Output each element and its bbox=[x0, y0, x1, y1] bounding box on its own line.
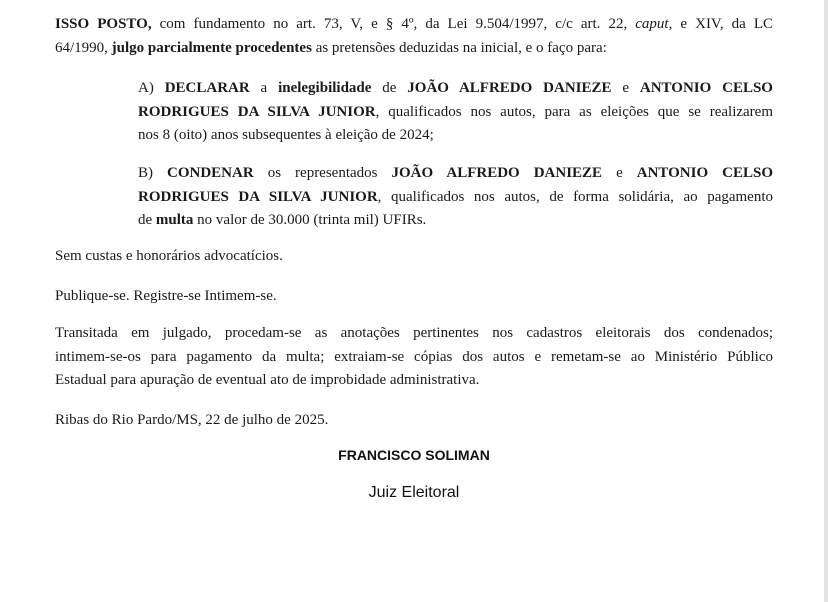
item-a-line-2 bbox=[138, 101, 773, 125]
costs-paragraph: Sem custas e honorários advocatícios. bbox=[55, 248, 283, 264]
item-a-qualification-text: , qualificados nos autos, para as eleições que se realizarem bbox=[375, 103, 773, 120]
multa-text: multa bbox=[155, 212, 194, 228]
final-line-3: Estadual para apuração de eventual ato de improbidade administrativa. bbox=[55, 372, 480, 388]
item-b-line-1 bbox=[138, 162, 773, 186]
decision-line-1 bbox=[55, 13, 773, 37]
item-a-line-1 bbox=[138, 77, 773, 101]
item-b-marker: B) bbox=[138, 165, 168, 181]
defendant-2-name-part-2: RODRIGUES DA SILVA JUNIOR bbox=[138, 188, 378, 205]
item-a-line-3 bbox=[138, 124, 773, 148]
place-date: Ribas do Rio Pardo/MS, 22 de julho de 2025. bbox=[55, 412, 329, 428]
item-b-qualification-text: , qualificados nos autos, de forma solidária, ao pagamento bbox=[377, 188, 774, 205]
item-a-paragraph bbox=[138, 77, 773, 148]
caput-text: caput bbox=[635, 16, 669, 32]
item-b-paragraph bbox=[138, 162, 773, 233]
decision-line-2 bbox=[55, 37, 773, 61]
item-b-line-2 bbox=[138, 186, 773, 210]
law-number-text: 64/1990, bbox=[55, 39, 112, 56]
final-line-1: Transitada em julgado, procedam-se as anotações pertinentes nos cadastros eleitorais dos condenados; bbox=[55, 325, 773, 341]
ruling-text: julgo parcialmente procedentes bbox=[111, 39, 312, 56]
isso-posto-text: ISSO POSTO, bbox=[55, 16, 152, 32]
declarar-text: DECLARAR bbox=[164, 80, 250, 96]
final-paragraph bbox=[55, 322, 773, 393]
item-a-period-text: nos 8 (oito) anos subsequentes à eleição de 2024; bbox=[138, 127, 434, 143]
defendant-2-name-part-1: ANTONIO CELSO bbox=[639, 80, 773, 96]
item-a-text-a: a bbox=[249, 80, 279, 96]
fine-amount-text: no valor de 30.000 (trinta mil) UFIRs. bbox=[193, 212, 427, 228]
page-edge bbox=[824, 0, 828, 602]
publish-paragraph: Publique-se. Registre-se Intimem-se. bbox=[55, 288, 277, 304]
ruling-continuation-text: as pretensões deduzidas na inicial, e o faço para: bbox=[311, 39, 607, 56]
item-b-text-de: de bbox=[138, 212, 156, 228]
final-line-2: intimem-se-os para pagamento da multa; extraiam-se cópias dos autos e remetam-se ao Ministério Público bbox=[55, 348, 773, 365]
item-b-text-representados: os representados bbox=[253, 165, 392, 181]
defendant-1-name: JOÃO ALFREDO DANIEZE bbox=[407, 80, 612, 96]
item-b-text-e: e bbox=[602, 165, 637, 181]
legal-basis-text: com fundamento no art. 73, V, e § 4º, da Lei 9.504/1997, c/c art. 22, bbox=[151, 16, 636, 32]
item-a-marker: A) bbox=[138, 80, 165, 96]
condenar-text: CONDENAR bbox=[167, 165, 254, 181]
item-b-line-3 bbox=[138, 209, 773, 233]
signature-role: Juiz Eleitoral bbox=[368, 484, 460, 501]
item-a-text-de: de bbox=[371, 80, 408, 96]
defendant-1-name: JOÃO ALFREDO DANIEZE bbox=[391, 165, 603, 181]
defendant-2-name-part-2: RODRIGUES DA SILVA JUNIOR bbox=[138, 103, 376, 120]
signature-name: FRANCISCO SOLIMAN bbox=[338, 447, 490, 463]
decision-paragraph bbox=[55, 13, 773, 60]
item-a-text-e: e bbox=[611, 80, 640, 96]
legal-basis-text-2: , e XIV, da LC bbox=[668, 16, 774, 32]
defendant-2-name-part-1: ANTONIO CELSO bbox=[636, 165, 773, 181]
inelegibilidade-text: inelegibilidade bbox=[278, 80, 372, 96]
